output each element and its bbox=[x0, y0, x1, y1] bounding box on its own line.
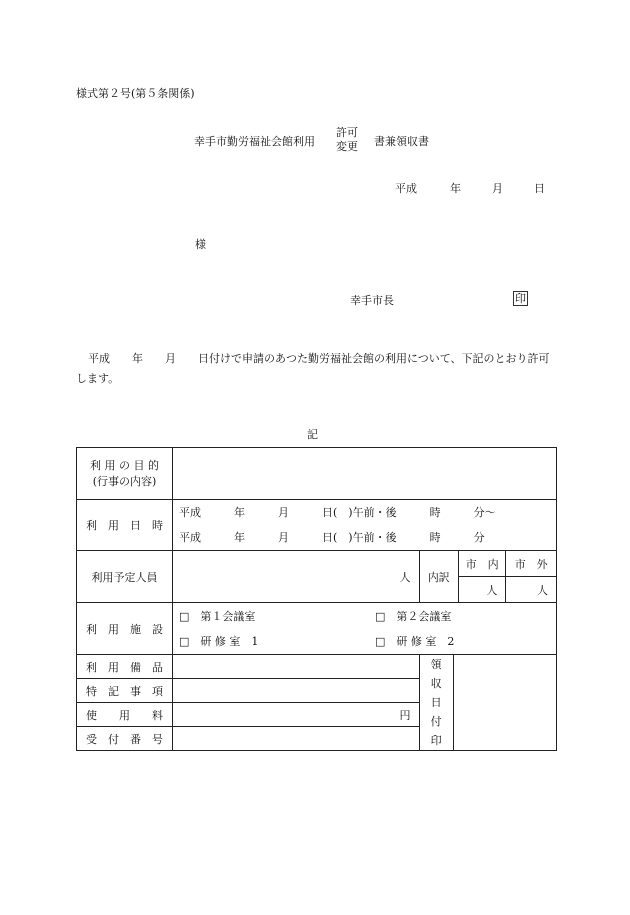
facility-option-room1[interactable]: □ 第１会議室 bbox=[178, 609, 256, 623]
receipt-number-field[interactable] bbox=[172, 727, 419, 751]
date-month: 月 bbox=[492, 182, 503, 195]
title-main: 幸手市勤労福祉会館利用 bbox=[194, 135, 315, 148]
facility-label: 利 用 施 設 bbox=[77, 603, 173, 655]
breakdown-label: 内訳 bbox=[419, 551, 458, 603]
seal-mark: 印 bbox=[515, 292, 526, 305]
datetime-field[interactable] bbox=[172, 500, 556, 551]
datetime-label: 利 用 日 時 bbox=[77, 500, 173, 551]
facility-field bbox=[172, 603, 556, 655]
title-option-permit: 許可 bbox=[336, 126, 358, 139]
table-row bbox=[77, 448, 557, 500]
equipment-field[interactable] bbox=[172, 655, 419, 679]
outside-city-label: 市 外 bbox=[506, 551, 557, 577]
table-row bbox=[77, 500, 557, 551]
inside-city-label: 市 内 bbox=[458, 551, 505, 577]
permit-details-table bbox=[76, 447, 557, 751]
purpose-field[interactable] bbox=[172, 448, 556, 500]
datetime-end: 平成 年 月 日( )午前・後 時 分 bbox=[178, 531, 485, 544]
title-option-change: 変更 bbox=[336, 140, 358, 153]
notes-label: 特 記 事 項 bbox=[77, 679, 173, 703]
facility-option-room2[interactable]: □ 第２会議室 bbox=[374, 609, 452, 623]
date-day: 日 bbox=[534, 182, 545, 195]
table-row bbox=[77, 551, 557, 577]
fee-field[interactable]: 円 bbox=[172, 703, 419, 727]
title-option-stack bbox=[336, 126, 358, 154]
form-number-label: 様式第２号(第５条関係) bbox=[76, 87, 195, 100]
people-field[interactable]: 人 bbox=[172, 551, 419, 603]
fee-label: 使 用 料 bbox=[77, 703, 173, 727]
date-year: 年 bbox=[450, 182, 461, 195]
table-row bbox=[77, 603, 557, 655]
inside-city-field[interactable]: 人 bbox=[458, 577, 505, 603]
facility-option-training1[interactable]: □ 研 修 室 1 bbox=[178, 634, 259, 648]
notes-field[interactable] bbox=[172, 679, 419, 703]
facility-option-training2[interactable]: □ 研 修 室 2 bbox=[374, 634, 455, 648]
receipt-stamp-field bbox=[453, 655, 556, 751]
people-label: 利用予定人員 bbox=[77, 551, 173, 603]
date-era: 平成 bbox=[395, 182, 417, 195]
purpose-label: 利 用 の 目 的 (行事の内容) bbox=[77, 448, 173, 500]
issuer-name: 幸手市長 bbox=[350, 294, 394, 307]
outside-city-field[interactable]: 人 bbox=[506, 577, 557, 603]
receipt-number-label: 受 付 番 号 bbox=[77, 727, 173, 751]
title-tail: 書兼領収書 bbox=[374, 135, 429, 148]
table-row bbox=[77, 655, 557, 679]
ki-heading: 記 bbox=[307, 428, 318, 441]
addressee-suffix: 様 bbox=[195, 238, 206, 251]
receipt-stamp-label: 領 収 日 付 印 bbox=[419, 655, 453, 751]
issue-date-line bbox=[395, 180, 545, 196]
permit-statement: 平成 年 月 日付けで申請のあつた勤労福祉会館の利用について、下記のとおり許可します。 bbox=[76, 352, 550, 385]
equipment-label: 利 用 備 品 bbox=[77, 655, 173, 679]
datetime-start: 平成 年 月 日( )午前・後 時 分～ bbox=[178, 506, 496, 519]
